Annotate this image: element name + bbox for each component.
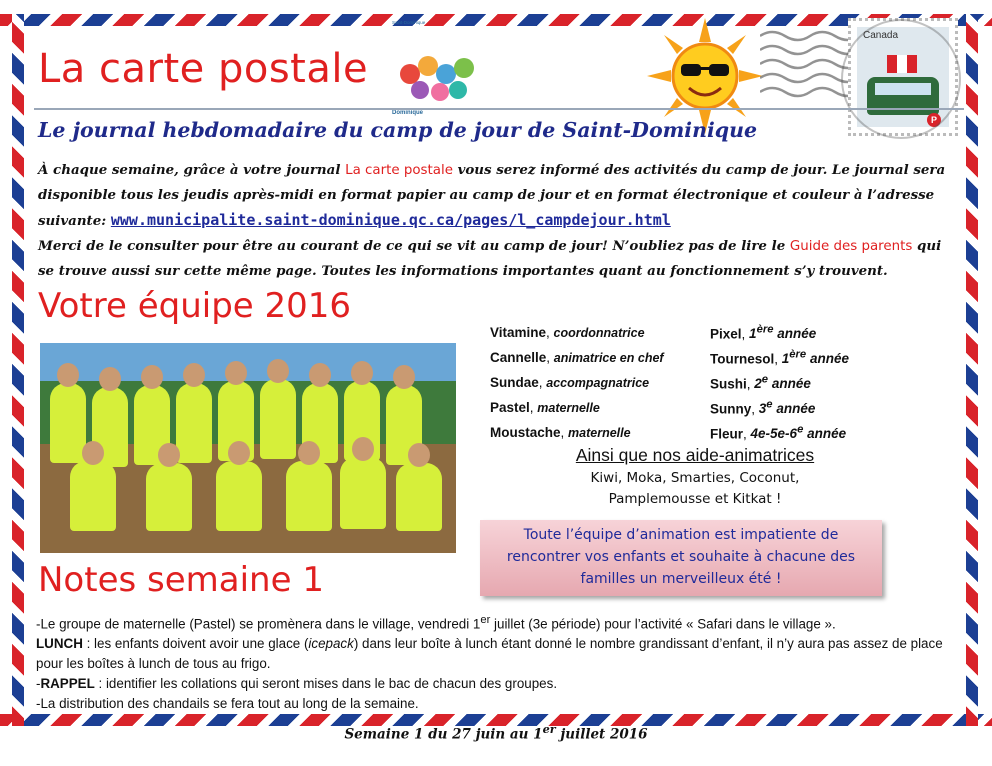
aides-line: Pamplemousse et Kitkat ! bbox=[608, 491, 782, 507]
grade-rest: année bbox=[806, 351, 849, 367]
footer-text: juillet 2016 bbox=[555, 726, 648, 743]
grade-num: 3 bbox=[758, 401, 767, 417]
notes-title: Notes semaine 1 bbox=[38, 560, 324, 600]
intro-text-2: vous serez informé des activités du camp de jour. Le journal sera disponible tous les jeudis après-midi en format papier au camp de jour et en format électronique et couleur à l’adresse suivante: bbox=[38, 162, 946, 229]
staff-role: maternelle bbox=[568, 426, 631, 440]
photo-person bbox=[396, 463, 442, 531]
photo-head bbox=[309, 363, 331, 387]
photo-person bbox=[340, 457, 386, 529]
staff-role: animatrice en chef bbox=[553, 351, 664, 365]
photo-head bbox=[267, 359, 289, 383]
grade-sup: ère bbox=[789, 348, 807, 361]
week-dates-footer bbox=[0, 722, 992, 743]
staff-list bbox=[490, 320, 900, 445]
handprints-logo-icon bbox=[390, 44, 486, 114]
photo-person bbox=[70, 461, 116, 531]
footer-sup: er bbox=[542, 722, 556, 736]
grade-rest: année bbox=[768, 376, 811, 392]
staff-name: Pastel bbox=[490, 400, 530, 415]
photo-head bbox=[57, 363, 79, 387]
note-text: -Le groupe de maternelle (Pastel) se promènera dans le village, vendredi 1 bbox=[36, 616, 481, 632]
note-item: -La distribution des chandails se fera tout au long de la semaine. bbox=[36, 696, 419, 712]
note-text: : les enfants doivent avoir une glace ( bbox=[82, 636, 309, 652]
parents-guide-ref: Guide des parents bbox=[789, 239, 913, 254]
photo-head bbox=[228, 441, 250, 465]
logo-brand: Dominique bbox=[392, 110, 423, 116]
note-item bbox=[36, 674, 956, 694]
staff-role: maternelle bbox=[537, 401, 600, 415]
team-photo bbox=[40, 343, 456, 553]
airmail-border-left bbox=[12, 14, 24, 726]
photo-head bbox=[408, 443, 430, 467]
journal-name: La carte postale bbox=[345, 163, 453, 178]
note-item bbox=[36, 610, 956, 634]
note-italic: icepack bbox=[308, 636, 354, 652]
staff-name: Vitamine bbox=[490, 325, 547, 340]
staff-name: Fleur bbox=[710, 426, 744, 442]
photo-person bbox=[286, 461, 332, 531]
photo-head bbox=[183, 363, 205, 387]
intro-text: À chaque semaine, grâce à votre journal bbox=[38, 162, 346, 178]
team-title: Votre équipe 2016 bbox=[38, 286, 352, 326]
photo-person bbox=[216, 461, 262, 531]
staff-name: Sunny bbox=[710, 401, 752, 417]
note-item bbox=[36, 634, 956, 674]
intro-text-3: Merci de le consulter pour être au courant de ce qui se vit au camp de jour! N’oubliez pas de lire le bbox=[38, 238, 790, 254]
staff-name: Cannelle bbox=[490, 350, 547, 365]
title-divider bbox=[34, 108, 964, 110]
staff-name: Sushi bbox=[710, 376, 747, 392]
grade-sup: ère bbox=[756, 323, 774, 336]
footer-text: Semaine 1 du 27 juin au 1 bbox=[344, 726, 543, 743]
postage-stamp bbox=[848, 18, 958, 136]
staff-sep: , bbox=[746, 376, 755, 392]
staff-sep: , bbox=[774, 351, 782, 367]
note-text: - bbox=[36, 676, 41, 692]
photo-person bbox=[176, 383, 212, 463]
grade-num: 1 bbox=[781, 351, 790, 367]
grade-sup: e bbox=[761, 373, 769, 386]
photo-person bbox=[50, 383, 86, 463]
note-label: LUNCH bbox=[36, 636, 83, 652]
airmail-border-right bbox=[966, 14, 978, 726]
photo-head bbox=[141, 365, 163, 389]
team-message-box bbox=[480, 520, 882, 596]
note-label: RAPPEL bbox=[40, 676, 95, 692]
grade-rest: année bbox=[772, 401, 816, 417]
intro-text-4: qui se trouve aussi sur cette même page. Toutes les informations importantes quant au fonctionnement s’y trouvent. bbox=[38, 238, 942, 279]
aides-title: Ainsi que nos aide-animatrices bbox=[575, 445, 815, 465]
message-line: familles un merveilleux été ! bbox=[580, 571, 782, 587]
weekly-notes bbox=[36, 610, 956, 714]
photo-head bbox=[99, 367, 121, 391]
note-text: ) dans leur boîte à lunch étant donné le nombre grandissant d’enfant, il n’y aura pas assez de place pour les boîtes à lunch de tous au frigo. bbox=[36, 636, 943, 672]
staff-name: Tournesol bbox=[710, 351, 775, 367]
staff-row: Cannelle, animatrice en chef Tournesol, 1ère année bbox=[490, 348, 849, 367]
staff-name: Moustache bbox=[490, 425, 561, 440]
staff-name: Pixel bbox=[710, 326, 742, 342]
staff-sep: , bbox=[743, 426, 751, 442]
staff-row: Pastel, maternelle Sunny, 3e année bbox=[490, 398, 816, 417]
staff-role: coordonnatrice bbox=[553, 326, 645, 340]
photo-head bbox=[225, 361, 247, 385]
grade-num: 2 bbox=[754, 376, 762, 392]
note-text: : identifier les collations qui seront mises dans le bac de chacun des groupes. bbox=[94, 676, 558, 692]
postmark-circle bbox=[841, 19, 961, 139]
grade-rest: année bbox=[773, 326, 817, 342]
staff-name: Sundae bbox=[490, 375, 539, 390]
staff-row: Moustache, maternelle Fleur, 4e-5e-6e année bbox=[490, 423, 847, 442]
photo-head bbox=[351, 361, 373, 385]
camp-url-link[interactable]: www.municipalite.saint-dominique.qc.ca/pages/l_campdejour.html bbox=[110, 211, 671, 229]
grade-rest: année bbox=[803, 426, 847, 442]
photo-head bbox=[82, 441, 104, 465]
aides-line: Kiwi, Moka, Smarties, Coconut, bbox=[590, 470, 800, 486]
grade-sup: e bbox=[766, 398, 773, 411]
note-text: juillet (3e période) pour l’activité « Safari dans le village ». bbox=[490, 616, 836, 632]
photo-person bbox=[260, 379, 296, 459]
intro-paragraph bbox=[38, 158, 950, 284]
staff-role: accompagnatrice bbox=[546, 376, 650, 390]
note-sup: er bbox=[480, 614, 491, 626]
grade-num: 4e-5e-6 bbox=[750, 426, 798, 442]
staff-sep: , bbox=[741, 326, 750, 342]
newsletter-subtitle: Le journal hebdomadaire du camp de jour de Saint-Dominique bbox=[38, 118, 758, 142]
staff-row: Vitamine, coordonnatrice Pixel, 1ère année bbox=[490, 323, 817, 342]
photo-person bbox=[146, 463, 192, 531]
stamp-country: Canada bbox=[863, 30, 899, 41]
staff-sep: , bbox=[751, 401, 759, 417]
photo-head bbox=[158, 443, 180, 467]
photo-head bbox=[298, 441, 320, 465]
staff-row: Sundae, accompagnatrice Sushi, 2e année bbox=[490, 373, 811, 392]
grade-num: 1 bbox=[749, 326, 757, 342]
stamp-p-badge: P bbox=[927, 113, 941, 127]
grade-sup: e bbox=[797, 423, 804, 436]
newsletter-title: La carte postale bbox=[38, 46, 369, 92]
logo-caption: Saint-Dominique bbox=[392, 20, 426, 25]
photo-head bbox=[393, 365, 415, 389]
aides-list bbox=[510, 468, 880, 510]
message-line: Toute l’équipe d’animation est impatiente de bbox=[523, 527, 839, 543]
message-line: rencontrer vos enfants et souhaite à chacune des bbox=[506, 549, 856, 565]
photo-head bbox=[352, 437, 374, 461]
